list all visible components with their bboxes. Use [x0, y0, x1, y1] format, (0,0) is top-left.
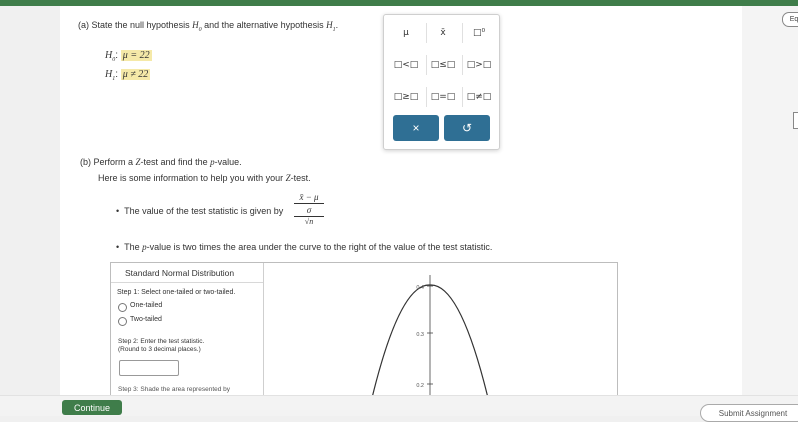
side-panel-tab[interactable] — [793, 112, 798, 129]
tick-label-0.4: 0.4 — [416, 285, 424, 291]
one-tailed-label: One-tailed — [130, 302, 163, 309]
one-tailed-radio[interactable] — [118, 303, 127, 312]
x-bar-key[interactable]: x̄ — [426, 23, 459, 43]
null-hypothesis-row: $H_0$: μ = 22 — [105, 50, 150, 63]
alt-hypothesis-row: $H_1$: μ ≠ 22 — [105, 69, 149, 82]
graph-title: Standard Normal Distribution — [125, 268, 235, 278]
tick-label-0.3: 0.3 — [416, 332, 424, 338]
step2-note: (Round to 3 decimal places.) — [118, 346, 201, 353]
exponent-key[interactable]: □⁰ — [462, 23, 495, 43]
part-b-prompt: (b) Perform a Z-test and find the p-value. — [80, 157, 242, 167]
step2-label: Step 2: Enter the test statistic. — [118, 338, 205, 345]
bullet-p-value: • The p-value is two times the area under the curve to the right of the value of the test statistic. — [116, 242, 493, 252]
two-tailed-radio[interactable] — [118, 317, 127, 326]
two-tailed-label: Two-tailed — [130, 316, 162, 323]
less-equal-key[interactable]: □≤□ — [426, 55, 459, 75]
alt-hypothesis-answer[interactable]: μ ≠ 22 — [122, 69, 149, 80]
mu-key[interactable]: μ — [403, 28, 409, 38]
null-hypothesis-answer[interactable]: μ = 22 — [122, 50, 150, 61]
divider — [111, 282, 263, 283]
submit-assignment-button[interactable]: Submit Assignment — [700, 404, 798, 422]
normal-distribution-tool — [110, 262, 618, 399]
part-b-info: Here is some information to help you with your Z-test. — [98, 173, 311, 183]
continue-button[interactable]: Continue — [62, 400, 122, 415]
greater-than-key[interactable]: □>□ — [462, 55, 495, 75]
bullet-test-statistic: • The value of the test statistic is given by — [116, 206, 284, 216]
part-a-prompt: (a) State the null hypothesis $H_0$ and the alternative hypothesis $H_1$. — [78, 20, 339, 33]
not-equal-key[interactable]: □≠□ — [462, 87, 495, 107]
test-statistic-input[interactable] — [119, 360, 179, 376]
test-statistic-formula: x̄ − μ σ √n — [294, 192, 324, 226]
undo-button[interactable]: ↺ — [444, 115, 490, 141]
normal-curve-plot[interactable] — [264, 263, 618, 398]
equals-key[interactable]: □=□ — [426, 87, 459, 107]
graph-steps-panel — [111, 263, 264, 398]
step1-label: Step 1: Select one-tailed or two-tailed. — [117, 289, 236, 296]
greater-equal-key[interactable]: □≥□ — [393, 92, 419, 102]
clear-button[interactable]: × — [393, 115, 439, 141]
less-than-key[interactable]: □<□ — [393, 60, 419, 70]
step3-label: Step 3: Shade the area represented by — [118, 386, 231, 393]
math-keypad — [383, 14, 500, 150]
tick-label-0.2: 0.2 — [416, 383, 424, 389]
equation-reference-button[interactable]: Eq — [782, 12, 798, 27]
right-gutter — [742, 6, 798, 415]
